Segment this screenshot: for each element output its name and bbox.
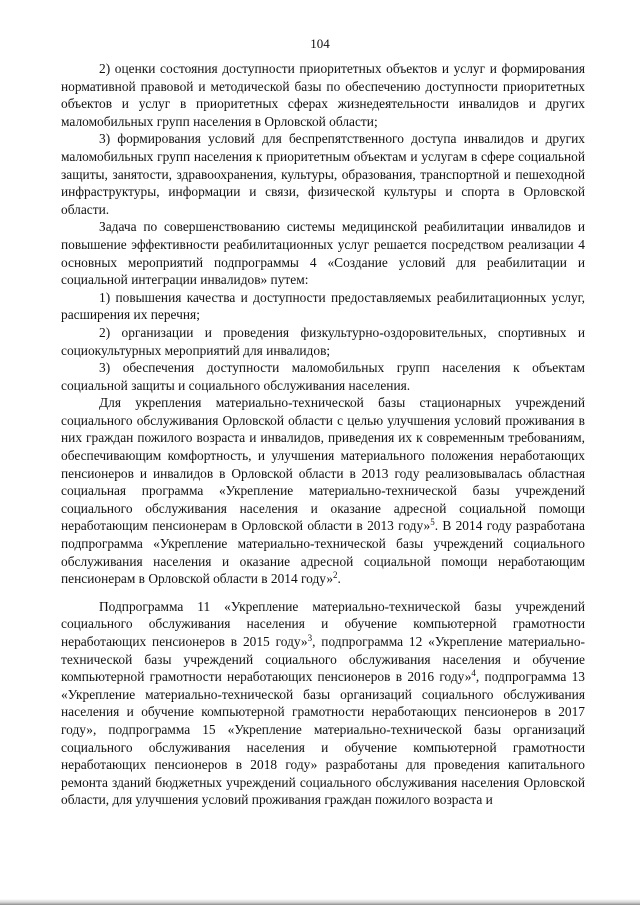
paragraph: Для укрепления материально-технической базы стационарных учреждений социального обслуживания Орловской области с целью улучшения условий проживания в них граждан пожилого возраста и инвалидов, приведения их к современным требованиям, обеспечивающим комфортность, и улучшения материального положения неработающих пенсионеров и инвалидов в Орловской области в 2013 году реализовывалась областная социальная программа «Укрепление материально-технической базы учреждений социального обслуживания населения и оказание адресной социальной помощи неработающим пенсионерам в Орловской области в 2013 году»$^5$. В 2014 году разработана подпрограмма «Укрепление материально-технической базы учреждений социального обслуживания населения и оказание адресной социальной помощи неработающим пенсионерам в Орловской области в 2014 году»$^2$. <box>61 395 585 587</box>
footnote-ref: 4 <box>471 668 476 679</box>
paragraph: 2) оценки состояния доступности приоритетных объектов и услуг и формирования нормативной правовой и методической базы по обеспечению доступности приоритетных объектов и услуг в приоритетных сферах жизнедеятельности инвалидов и других маломобильных групп населения в Орловской области; <box>61 61 585 129</box>
paragraph: 3) формирования условий для беспрепятственного доступа инвалидов и других маломобильных групп населения к приоритетным объектам и услугам в сфере социальной защиты, занятости, здравоохранения, культуры, образования, транспортной и пешеходной инфраструктуры, информации и связи, физической культуры и спорта в Орловской области. <box>61 131 585 217</box>
body-text <box>61 60 585 809</box>
paragraph: Подпрограмма 11 «Укрепление материально-технической базы учреждений социального обслуживания населения и обучение компьютерной грамотности неработающих пенсионеров в 2015 году»$^3$, подпрограмма 12 «Укрепление материально-технической базы учреждений социального обслуживания населения и обучение компьютерной грамотности неработающих пенсионеров в 2016 году»$^4$, подпрограмма 13 «Укрепление материально-технической базы организаций социального обслуживания населения и обучение компьютерной грамотности неработающих пенсионеров в 2017 году», подпрограмма 15 «Укрепление материально-технической базы организаций социального обслуживания населения и обучение компьютерной грамотности неработающих пенсионеров в 2018 году» разработаны для проведения капитального ремонта зданий бюджетных учреждений социального обслуживания населения Орловской области, для улучшения условий проживания граждан пожилого возраста и <box>61 598 586 808</box>
scan-edge <box>0 899 640 905</box>
footnote-ref: 3 <box>307 633 313 643</box>
footnote-ref: 2 <box>333 570 338 581</box>
paragraph: 2) организации и проведения физкультурно-оздоровительных, спортивных и социокультурных мероприятий для инвалидов; <box>61 324 585 358</box>
page-number: 104 <box>310 36 330 51</box>
paragraph: Задача по совершенствованию системы медицинской реабилитации инвалидов и повышение эффективности реабилитационных услуг решается посредством реализации 4 основных мероприятий подпрограммы 4 «Создание условий для реабилитации и социальной интеграции инвалидов» путем: <box>61 219 585 288</box>
paragraph: 1) повышения качества и доступности предоставляемых реабилитационных услуг, расширения их перечня; <box>61 289 585 323</box>
paragraph: 3) обеспечения доступности маломобильных групп населения к объектам социальной защиты и социального обслуживания населения. <box>61 360 585 393</box>
footnote-ref: 5 <box>430 517 435 528</box>
